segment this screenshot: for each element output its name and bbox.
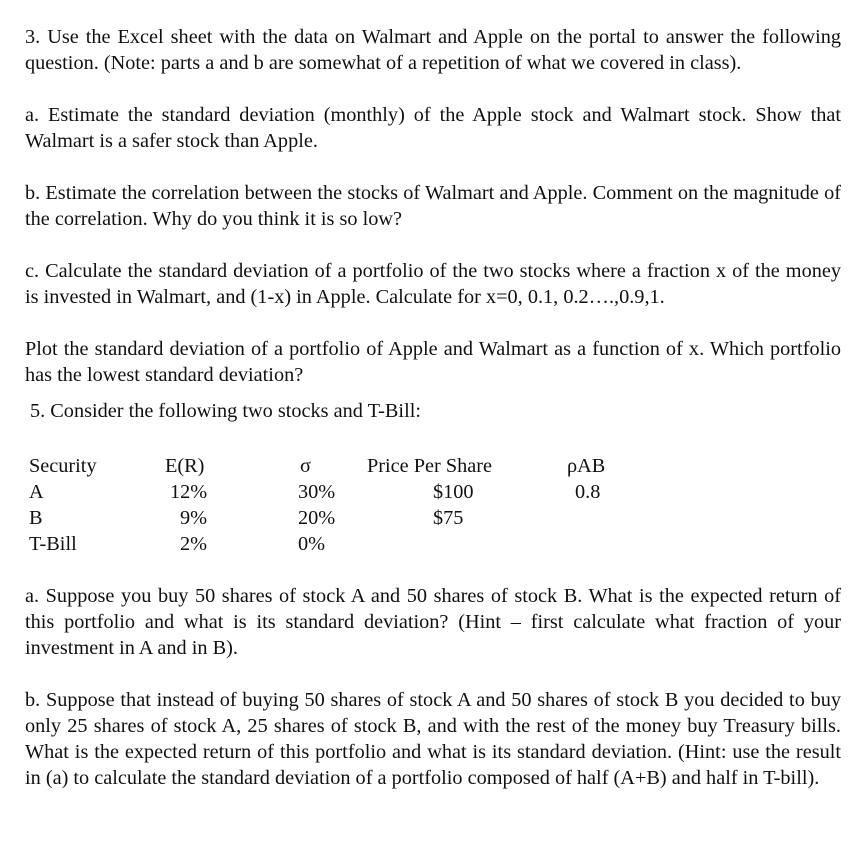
row-b-expected-return: 9% [180, 507, 208, 529]
row-b-price: $75 [433, 507, 464, 529]
header-correlation: ρAB [567, 455, 606, 477]
row-a-sigma: 30% [298, 481, 336, 503]
question-3-intro: 3. Use the Excel sheet with the data on Walmart and Apple on the portal to answer the following question. (Note: parts a and b are somewhat of a repetition of what we covered in class). [25, 26, 841, 74]
question-5-intro: 5. Consider the following two stocks and T-Bill: [30, 400, 421, 422]
header-price: Price Per Share [367, 455, 493, 477]
row-a-price: $100 [433, 481, 474, 503]
row-b-security: B [29, 507, 43, 529]
row-a-correlation: 0.8 [575, 481, 601, 503]
question-5-part-a: a. Suppose you buy 50 shares of stock A and 50 shares of stock B. What is the expected return of this portfolio and what is its standard deviation? (Hint – first calculate what fraction of your investment in A and in B). [25, 585, 841, 659]
row-a-expected-return: 12% [170, 481, 208, 503]
question-5-part-b: b. Suppose that instead of buying 50 shares of stock A and 50 shares of stock B you decided to buy only 25 shares of stock A, 25 shares of stock B, and with the rest of the money buy Treasury bills. What is the expected return of this portfolio and what is its standard deviation. (Hint: use the result in (a) to calculate the standard deviation of a portfolio composed of half (A+B) and half in T-bill). [25, 689, 841, 789]
row-tbill-expected-return: 2% [180, 533, 208, 555]
question-3-part-a: a. Estimate the standard deviation (monthly) of the Apple stock and Walmart stock. Show that Walmart is a safer stock than Apple. [25, 104, 841, 152]
header-expected-return: E(R) [165, 455, 205, 477]
row-b-sigma: 20% [298, 507, 336, 529]
row-a-security: A [29, 481, 44, 503]
document-page [25, 24, 841, 791]
question-3-plot: Plot the standard deviation of a portfolio of Apple and Walmart as a function of x. Which portfolio has the lowest standard deviation? [25, 338, 841, 386]
securities-table [25, 453, 841, 557]
header-sigma: σ [300, 455, 311, 477]
row-tbill-security: T-Bill [29, 533, 77, 555]
question-3-part-b: b. Estimate the correlation between the stocks of Walmart and Apple. Comment on the magnitude of the correlation. Why do you think it is so low? [25, 182, 841, 230]
row-tbill-sigma: 0% [298, 533, 326, 555]
header-security: Security [29, 455, 97, 477]
question-3-part-c: c. Calculate the standard deviation of a portfolio of the two stocks where a fraction x of the money is invested in Walmart, and (1-x) in Apple. Calculate for x=0, 0.1, 0.2….,0.9,1. [25, 260, 841, 308]
